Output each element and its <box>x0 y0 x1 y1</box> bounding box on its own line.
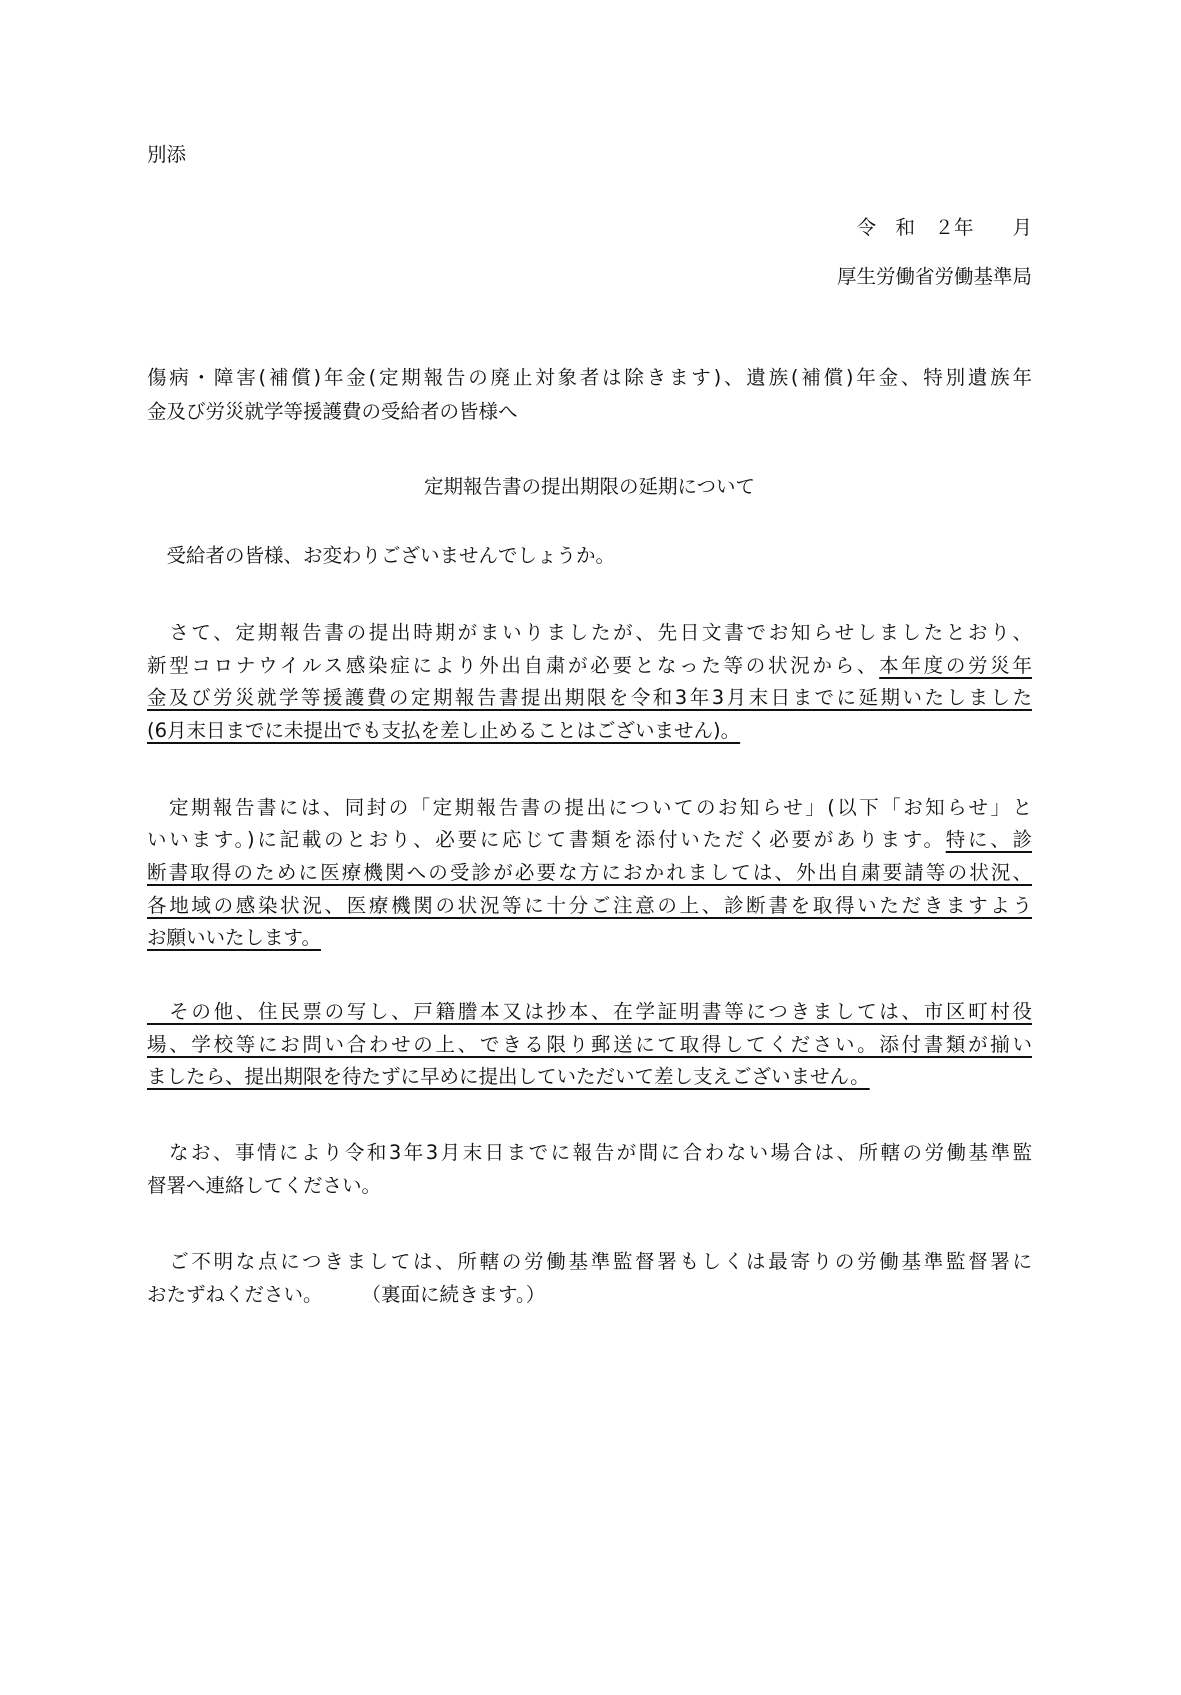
underlined-text: 断書取得のために医療機関への受診が必要な方におかれましては、外出自粛要請等の状況、 <box>147 861 1032 884</box>
paragraph-line <box>147 1033 1032 1057</box>
underlined-text: (6月末日までに未提出でも支払を差し止めることはございません)。 <box>147 719 741 742</box>
paragraph-line <box>147 926 1032 950</box>
issuer: 厚生労働省労働基準局 <box>836 265 1032 288</box>
paragraph-line <box>147 621 1032 645</box>
text-segment: 傷病・障害(補償)年金(定期報告の廃止対象者は除きます)、遺族(補償)年金、特別遺族年 <box>147 366 1032 389</box>
underlined-text: 金及び労災就学等援護費の定期報告書提出期限を令和3年3月末日までに延期いたしました <box>147 686 1032 709</box>
paragraph-line <box>147 1065 1032 1089</box>
underlined-text: 各地域の感染状況、医療機関の状況等に十分ご注意の上、診断書を取得いただきますよう <box>147 894 1032 917</box>
paragraph-line <box>147 1283 1032 1307</box>
text-segment: なお、事情により令和3年3月末日までに報告が間に合わない場合は、所轄の労働基準監 <box>147 1141 1032 1164</box>
underlined-text: 場、学校等にお問い合わせの上、できる限り郵送にて取得してください。添付書類が揃い <box>147 1033 1032 1056</box>
paragraph-line <box>147 654 1032 678</box>
paragraph-line <box>147 861 1032 885</box>
text-segment: 定期報告書には、同封の「定期報告書の提出についてのお知らせ」(以下「お知らせ」と <box>147 796 1032 819</box>
paragraph-line <box>147 1250 1032 1274</box>
underlined-text: お願いいたします。 <box>147 926 321 949</box>
paragraph-line <box>147 1000 1032 1024</box>
paragraph-line <box>147 686 1032 710</box>
paragraph-line <box>147 544 1032 568</box>
paragraph-line <box>147 894 1032 918</box>
paragraph-line <box>147 828 1032 852</box>
document-title: 定期報告書の提出期限の延期について <box>423 475 756 498</box>
underlined-text: ましたら、提出期限を待たずに早めに提出していただいて差し支えございません。 <box>147 1065 870 1088</box>
text-segment: 金及び労災就学等援護費の受給者の皆様へ <box>147 400 518 423</box>
attachment-label: 別添 <box>147 143 187 166</box>
addressee-line <box>147 366 1032 390</box>
text-segment: おたずねください。 （裏面に続きます。） <box>147 1283 546 1306</box>
text-segment: 督署へ連絡してください。 <box>147 1174 382 1197</box>
text-segment: さて、定期報告書の提出時期がまいりましたが、先日文書でお知らせしましたとおり、 <box>147 621 1032 644</box>
text-segment: ご不明な点につきましては、所轄の労働基準監督署もしくは最寄りの労働基準監督署に <box>147 1250 1032 1273</box>
text-segment: いいます。)に記載のとおり、必要に応じて書類を添付いただく必要があります。 <box>147 828 946 851</box>
paragraph-line <box>147 1174 1032 1198</box>
addressee-line <box>147 400 1032 424</box>
paragraph-line <box>147 796 1032 820</box>
paragraph-line <box>147 719 1032 743</box>
underlined-text: 本年度の労災年 <box>879 654 1032 677</box>
document-date: 令 和 ２年 月 <box>856 216 1032 239</box>
underlined-text: その他、住民票の写し、戸籍謄本又は抄本、在学証明書等につきましては、市区町村役 <box>147 1000 1032 1023</box>
paragraph-line <box>147 1141 1032 1165</box>
text-segment: 新型コロナウイルス感染症により外出自粛が必要となった等の状況から、 <box>147 654 880 677</box>
underlined-text: 特に、診 <box>945 828 1032 851</box>
text-segment: 受給者の皆様、お変わりございませんでしょうか。 <box>147 544 616 567</box>
